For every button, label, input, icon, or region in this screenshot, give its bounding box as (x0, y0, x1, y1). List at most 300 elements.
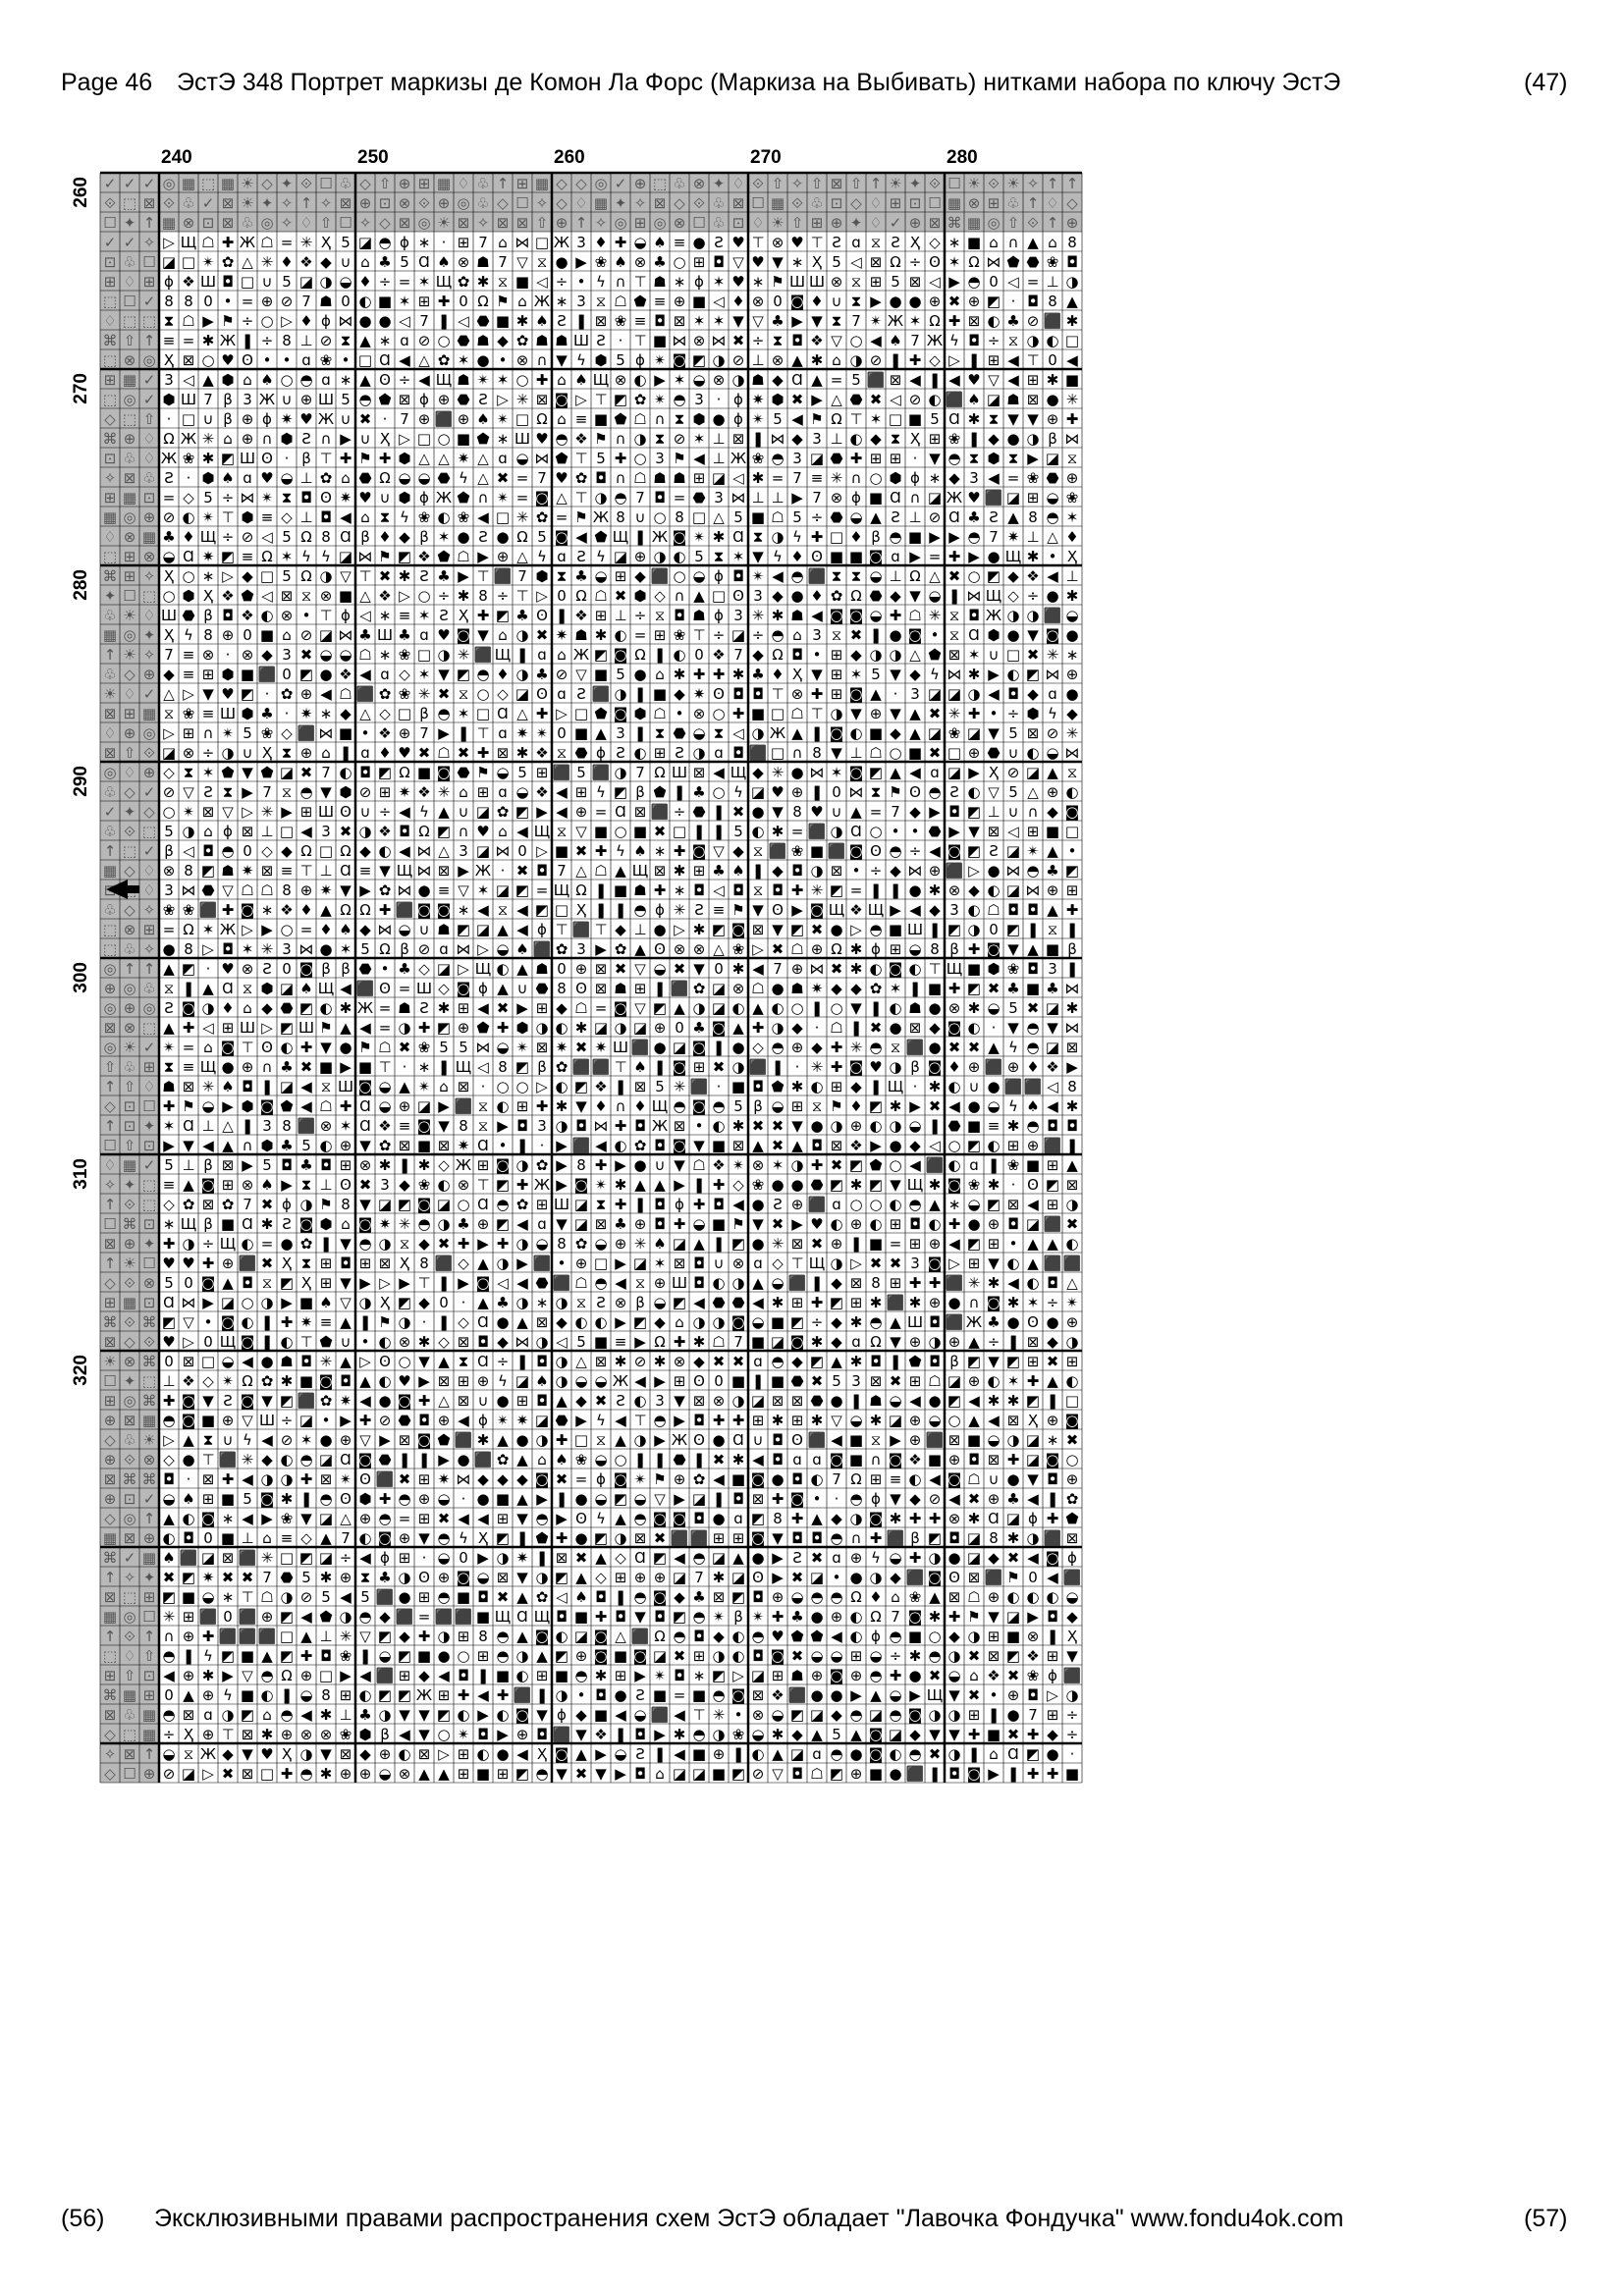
svg-text:◙: ◙ (750, 1470, 766, 1488)
svg-text:◑: ◑ (398, 1019, 411, 1037)
svg-text:❖: ❖ (1046, 1058, 1059, 1076)
svg-text:◒: ◒ (299, 1686, 313, 1704)
svg-text:◩: ◩ (377, 764, 393, 781)
svg-text:⊕: ⊕ (103, 1490, 117, 1508)
svg-text:⊞: ⊞ (103, 1667, 117, 1684)
svg-text:●: ● (1006, 626, 1020, 644)
svg-text:◐: ◐ (673, 646, 686, 664)
svg-text:◐: ◐ (830, 1215, 843, 1233)
svg-text:Ɑ: Ɑ (948, 508, 960, 526)
svg-text:▼: ▼ (575, 1097, 587, 1115)
svg-text:▶: ▶ (163, 1137, 175, 1154)
svg-text:◑: ◑ (928, 1549, 942, 1567)
svg-text:▶: ▶ (791, 901, 803, 919)
svg-text:⊕: ⊕ (280, 1726, 294, 1743)
svg-text:⊡: ⊡ (103, 253, 117, 271)
svg-text:◆: ◆ (399, 528, 410, 546)
svg-text:▶: ▶ (615, 1255, 626, 1272)
svg-text:◀: ◀ (556, 783, 568, 801)
svg-text:Ƨ: Ƨ (596, 1294, 606, 1311)
svg-text:◆: ◆ (1047, 1726, 1058, 1743)
svg-text:∩: ∩ (615, 469, 626, 487)
svg-text:△: △ (359, 587, 371, 605)
svg-text:β: β (360, 528, 370, 546)
svg-text:✱: ✱ (1006, 1392, 1020, 1410)
svg-text:◘: ◘ (242, 1274, 253, 1292)
svg-text:◆: ◆ (340, 705, 352, 722)
svg-text:◪: ◪ (691, 1490, 707, 1508)
svg-text:□: □ (829, 528, 844, 546)
svg-text:✱: ✱ (810, 1333, 824, 1351)
svg-text:⊕: ⊕ (123, 430, 136, 448)
svg-text:•: • (262, 351, 272, 369)
svg-text:▶: ▶ (575, 1412, 587, 1429)
svg-text:●: ● (1046, 391, 1059, 408)
svg-text:♧: ♧ (810, 194, 824, 212)
svg-text:✶: ✶ (457, 351, 470, 369)
svg-text:⊕: ⊕ (182, 1628, 195, 1645)
svg-text:↑: ↑ (1046, 175, 1059, 192)
svg-text:∪: ∪ (222, 1431, 234, 1449)
svg-text:✚: ✚ (201, 1255, 215, 1272)
svg-text:◙: ◙ (554, 1745, 569, 1763)
svg-text:·: · (382, 410, 388, 428)
svg-text:◘: ◘ (477, 1726, 489, 1743)
svg-text:≡: ≡ (319, 1313, 333, 1331)
svg-text:✱: ✱ (437, 999, 451, 1017)
svg-text:⬛: ⬛ (886, 1529, 905, 1547)
svg-text:✓: ✓ (614, 175, 627, 192)
svg-text:✱: ✱ (928, 881, 942, 899)
svg-text:ʘ: ʘ (379, 980, 391, 997)
svg-text:⬛: ⬛ (1043, 312, 1062, 330)
svg-text:⊞: ⊞ (830, 1078, 843, 1095)
svg-text:◑: ◑ (614, 685, 627, 703)
svg-text:◙: ◙ (1045, 626, 1060, 644)
svg-text:◆: ◆ (929, 1019, 941, 1037)
svg-text:♥: ♥ (476, 823, 490, 840)
svg-text:☐: ☐ (123, 1765, 136, 1783)
svg-text:♧: ♧ (123, 1431, 136, 1449)
svg-text:❀: ❀ (751, 450, 765, 467)
svg-text:❖: ❖ (417, 783, 431, 801)
svg-text:◪: ◪ (809, 1706, 825, 1724)
svg-text:⊞: ⊞ (496, 1510, 510, 1527)
svg-text:◆: ◆ (418, 1667, 430, 1684)
svg-text:✖: ✖ (496, 999, 510, 1017)
svg-text:◙: ◙ (397, 1392, 412, 1410)
svg-text:⧗: ⧗ (674, 410, 685, 428)
svg-text:⧖: ⧖ (870, 1431, 882, 1449)
svg-text:◘: ◘ (320, 508, 332, 526)
svg-text:◪: ◪ (475, 842, 491, 860)
svg-text:⬢: ⬢ (398, 489, 411, 507)
svg-text:⚑: ⚑ (378, 1313, 392, 1331)
svg-text:•: • (203, 1313, 213, 1331)
svg-text:❀: ❀ (1006, 1156, 1020, 1174)
svg-text:◇: ◇ (575, 175, 587, 192)
svg-text:⌂: ⌂ (243, 999, 252, 1017)
svg-text:●: ● (790, 1176, 804, 1194)
svg-text:◑: ◑ (712, 1726, 726, 1743)
svg-text:✷: ✷ (457, 450, 470, 467)
svg-text:⬣: ⬣ (692, 489, 706, 507)
svg-text:◙: ◙ (573, 1176, 589, 1194)
svg-text:△: △ (831, 391, 842, 408)
svg-text:Ƨ: Ƨ (301, 430, 311, 448)
svg-text:●: ● (398, 1588, 411, 1606)
svg-text:⊤: ⊤ (692, 626, 706, 644)
svg-text:◙: ◙ (907, 626, 923, 644)
svg-text:◪: ◪ (1045, 999, 1060, 1017)
svg-text:○: ○ (614, 823, 627, 840)
svg-text:☖: ☖ (653, 705, 667, 722)
svg-text:◆: ◆ (791, 1353, 803, 1370)
svg-text:≡: ≡ (633, 312, 647, 330)
svg-text:∩: ∩ (261, 430, 273, 448)
svg-text:◙: ◙ (181, 1412, 196, 1429)
svg-text:✖: ✖ (496, 469, 510, 487)
svg-text:⊞: ⊞ (417, 175, 431, 192)
svg-text:✚: ✚ (1006, 1451, 1020, 1468)
svg-text:♦: ♦ (947, 1058, 961, 1076)
svg-text:✱: ✱ (1006, 1529, 1020, 1547)
svg-text:◐: ◐ (987, 881, 1001, 899)
svg-text:◪: ◪ (357, 234, 373, 251)
svg-text:▶: ▶ (359, 1274, 371, 1292)
svg-text:5: 5 (792, 508, 802, 526)
svg-text:8: 8 (871, 1274, 881, 1292)
svg-text:⊥: ⊥ (633, 921, 647, 938)
svg-text:◪: ◪ (338, 548, 353, 565)
svg-text:○: ○ (260, 312, 274, 330)
svg-text:◓: ◓ (1026, 1039, 1040, 1056)
svg-text:●: ● (221, 1058, 235, 1076)
svg-text:ϟ: ϟ (243, 1431, 252, 1449)
svg-text:■: ■ (416, 764, 432, 781)
svg-text:Ш: Ш (376, 626, 394, 644)
svg-text:◪: ◪ (1045, 450, 1060, 467)
svg-text:✚: ✚ (535, 1097, 549, 1115)
svg-text:▦: ▦ (102, 1529, 118, 1547)
svg-text:·: · (500, 862, 506, 880)
svg-text:5: 5 (164, 823, 174, 840)
svg-text:▶: ▶ (968, 764, 980, 781)
svg-text:♣: ♣ (1006, 980, 1020, 997)
svg-text:✳: ✳ (241, 1451, 254, 1468)
svg-text:▲: ▲ (811, 1510, 823, 1527)
svg-text:▶: ▶ (988, 666, 1000, 683)
svg-text:✚: ✚ (614, 1117, 627, 1135)
svg-text:⬣: ⬣ (928, 823, 942, 840)
svg-text:↑: ↑ (103, 646, 117, 664)
svg-text:⋈: ⋈ (809, 764, 825, 781)
svg-text:⚑: ⚑ (358, 450, 372, 467)
svg-text:✖: ✖ (830, 1156, 843, 1174)
svg-text:☐: ☐ (142, 1608, 156, 1626)
svg-text:▷: ▷ (732, 1667, 744, 1684)
svg-text:⬛: ⬛ (493, 567, 513, 585)
svg-text:⬢: ⬢ (987, 450, 1001, 467)
svg-text:◐: ◐ (849, 1628, 863, 1645)
svg-text:◐: ◐ (849, 724, 863, 742)
svg-text:◓: ◓ (967, 273, 981, 291)
svg-text:◀: ◀ (516, 1745, 528, 1763)
svg-text:□: □ (397, 705, 412, 722)
footer-copyright: Эксклюзивными правами распространения схем ЭстЭ обладает "Лавочка Фондучка" www.fondu4ok.com (154, 2205, 1344, 2232)
svg-text:✿: ✿ (378, 685, 392, 703)
svg-text:⊕: ⊕ (339, 1569, 352, 1586)
svg-text:◩: ◩ (377, 1628, 393, 1645)
svg-text:Ƨ: Ƨ (635, 1686, 645, 1704)
svg-text:□: □ (770, 705, 785, 722)
svg-text:◆: ◆ (909, 1726, 921, 1743)
svg-text:♣: ♣ (535, 666, 549, 683)
svg-text:⊠: ⊠ (201, 1196, 215, 1213)
svg-text:❚: ❚ (319, 1235, 333, 1253)
svg-text:▲: ▲ (791, 724, 803, 742)
svg-text:⊕: ⊕ (201, 1726, 215, 1743)
svg-text:◪: ◪ (436, 960, 452, 978)
svg-text:☖: ☖ (633, 469, 647, 487)
svg-text:◀: ◀ (418, 371, 430, 389)
svg-text:ʘ: ʘ (909, 783, 921, 801)
svg-text:↑: ↑ (142, 1510, 156, 1527)
svg-text:△: △ (909, 646, 921, 664)
svg-text:⌂: ⌂ (498, 234, 508, 251)
svg-text:♠: ♠ (339, 921, 352, 938)
svg-text:◒: ◒ (594, 1451, 608, 1468)
svg-text:■: ■ (966, 234, 982, 251)
svg-text:⊥: ⊥ (319, 1628, 333, 1645)
svg-text:5: 5 (930, 410, 940, 428)
svg-text:◘: ◘ (948, 803, 960, 821)
svg-text:⊘: ⊘ (299, 626, 313, 644)
svg-text:⬣: ⬣ (947, 1117, 961, 1135)
svg-text:Ɑ: Ɑ (379, 351, 391, 369)
svg-text:✿: ✿ (378, 1137, 392, 1154)
svg-text:✱: ✱ (201, 1667, 215, 1684)
svg-text:✶: ✶ (1006, 1372, 1020, 1390)
svg-text:●: ● (437, 1647, 451, 1665)
svg-text:❚: ❚ (260, 1078, 274, 1095)
svg-text:⊠: ⊠ (398, 214, 411, 232)
svg-text:⊘: ⊘ (731, 351, 745, 369)
svg-text:◘: ◘ (536, 1353, 548, 1370)
svg-text:◐: ◐ (614, 626, 627, 644)
svg-text:✖: ✖ (771, 940, 784, 958)
svg-text:⋈: ⋈ (475, 1039, 491, 1056)
svg-text:♢: ♢ (142, 881, 156, 899)
svg-text:⬛: ⬛ (807, 1196, 827, 1213)
svg-text:8: 8 (164, 293, 174, 310)
svg-text:⋈: ⋈ (357, 548, 373, 565)
svg-text:✚: ✚ (928, 1510, 942, 1527)
svg-text:Ɑ: Ɑ (850, 823, 862, 840)
svg-text:●: ● (339, 1039, 352, 1056)
svg-text:✿: ✿ (535, 1588, 549, 1606)
svg-text:◐: ◐ (633, 371, 647, 389)
svg-text:⇧: ⇧ (123, 744, 136, 762)
svg-text:♥: ♥ (869, 1058, 883, 1076)
svg-text:❚: ❚ (653, 1058, 667, 1076)
svg-text:◙: ◙ (357, 1078, 373, 1095)
svg-text:✷: ✷ (299, 705, 313, 722)
svg-text:◓: ◓ (280, 1706, 294, 1724)
svg-text:☗: ☗ (319, 293, 333, 310)
svg-text:◀: ◀ (693, 450, 705, 467)
svg-text:◆: ◆ (948, 469, 960, 487)
svg-text:▷: ▷ (183, 685, 194, 703)
svg-text:✿: ✿ (633, 1137, 647, 1154)
svg-text:◀: ◀ (968, 1392, 980, 1410)
svg-text:Щ: Щ (1004, 548, 1022, 565)
svg-text:5: 5 (832, 253, 841, 271)
svg-text:✖: ✖ (967, 1039, 981, 1056)
svg-text:⬟: ⬟ (928, 646, 942, 664)
svg-text:⊕: ⊕ (417, 410, 431, 428)
svg-text:☖: ☖ (260, 1588, 274, 1606)
svg-text:✶: ✶ (869, 410, 883, 428)
svg-text:✚: ✚ (771, 1490, 784, 1508)
svg-text:△: △ (516, 705, 528, 722)
svg-text:✚: ✚ (810, 1294, 824, 1311)
svg-text:✱: ✱ (849, 1353, 863, 1370)
svg-text:❚: ❚ (849, 1019, 863, 1037)
svg-text:✱: ✱ (692, 921, 706, 938)
svg-text:⊞: ⊞ (889, 450, 902, 467)
svg-text:⊞: ⊞ (339, 1156, 352, 1174)
svg-text:❀: ❀ (182, 705, 195, 722)
svg-text:△: △ (556, 489, 568, 507)
svg-text:⊤: ⊤ (319, 450, 333, 467)
svg-text:5: 5 (851, 371, 861, 389)
svg-text:◑: ◑ (299, 1745, 313, 1763)
svg-text:∗: ∗ (319, 705, 333, 722)
svg-text:■: ■ (1045, 823, 1060, 840)
svg-text:ʘ: ʘ (693, 1431, 705, 1449)
svg-text:⊗: ⊗ (299, 1726, 313, 1743)
svg-text:Ҳ: Ҳ (477, 1529, 489, 1547)
svg-text:=: = (162, 921, 176, 938)
svg-text:❚: ❚ (653, 646, 667, 664)
svg-text:◘: ◘ (300, 489, 312, 507)
svg-text:♠: ♠ (515, 940, 529, 958)
svg-text:◒: ◒ (594, 567, 608, 585)
svg-text:÷: ÷ (260, 332, 274, 349)
svg-text:❚: ❚ (535, 1549, 549, 1567)
svg-text:✦: ✦ (260, 194, 274, 212)
svg-text:◩: ◩ (161, 1588, 177, 1606)
svg-text:⊠: ⊠ (378, 1255, 392, 1272)
svg-text:◑: ◑ (535, 1431, 549, 1449)
svg-text:ϟ: ϟ (773, 548, 783, 565)
svg-text:◑: ◑ (221, 744, 235, 762)
svg-text:◇: ◇ (281, 724, 293, 742)
svg-text:●: ● (751, 1196, 765, 1213)
svg-text:∩: ∩ (615, 430, 626, 448)
svg-text:▦: ▦ (122, 1294, 137, 1311)
svg-text:ɑ: ɑ (851, 1333, 861, 1351)
svg-text:ɑ: ɑ (360, 744, 370, 762)
svg-text:▷: ▷ (399, 430, 410, 448)
svg-text:●: ● (790, 764, 804, 781)
svg-text:⊘: ⊘ (162, 508, 176, 526)
svg-text:≡: ≡ (712, 901, 726, 919)
svg-text:●: ● (1006, 430, 1020, 448)
svg-text:✿: ✿ (496, 1451, 510, 1468)
svg-text:◀: ◀ (300, 1608, 312, 1626)
svg-text:Ƨ: Ƨ (891, 508, 900, 526)
svg-text:♣: ♣ (1046, 862, 1059, 880)
svg-text:◪: ◪ (1045, 1039, 1060, 1056)
svg-text:◎: ◎ (103, 999, 117, 1017)
svg-text:■: ■ (868, 1235, 884, 1253)
svg-text:◐: ◐ (908, 960, 922, 978)
page-label: Page 46 (61, 69, 153, 96)
svg-text:●: ● (319, 666, 333, 683)
svg-text:Ω: Ω (870, 1608, 882, 1626)
svg-text:▲: ▲ (929, 1196, 941, 1213)
svg-text:⊗: ⊗ (712, 371, 726, 389)
svg-text:⊕: ⊕ (1046, 881, 1059, 899)
svg-text:◩: ◩ (220, 548, 236, 565)
svg-text:Ɑ: Ɑ (634, 1549, 646, 1567)
svg-text:✚: ✚ (378, 450, 392, 467)
svg-text:♢: ♢ (123, 273, 136, 291)
svg-text:⬛: ⬛ (571, 1137, 591, 1154)
svg-text:Щ: Щ (435, 273, 453, 291)
svg-text:●: ● (378, 1392, 392, 1410)
svg-text:◀: ◀ (713, 1470, 725, 1488)
svg-text:❚: ❚ (692, 1451, 706, 1468)
svg-text:◐: ◐ (947, 1156, 961, 1174)
svg-text:⬣: ⬣ (358, 960, 372, 978)
svg-text:❀: ❀ (1026, 1667, 1040, 1684)
svg-text:◑: ◑ (731, 1274, 745, 1292)
svg-text:5: 5 (203, 489, 213, 507)
svg-text:◒: ◒ (535, 1235, 549, 1253)
svg-text:◩: ◩ (652, 999, 668, 1017)
svg-text:❚: ❚ (614, 1726, 627, 1743)
svg-text:◩: ◩ (730, 1765, 746, 1783)
svg-text:☐: ☐ (142, 253, 156, 271)
svg-text:5: 5 (576, 764, 586, 781)
svg-text:⧖: ⧖ (831, 626, 842, 644)
svg-text:◐: ◐ (1046, 1588, 1059, 1606)
svg-text:⊘: ⊘ (908, 391, 922, 408)
svg-text:⧗: ⧗ (850, 293, 862, 310)
svg-text:⊤: ⊤ (633, 332, 647, 349)
svg-text:❚: ❚ (260, 1333, 274, 1351)
svg-text:✷: ✷ (515, 1549, 529, 1567)
svg-text:▼: ▼ (890, 1333, 901, 1351)
svg-text:▶: ▶ (222, 1097, 234, 1115)
svg-text:⧖: ⧖ (281, 783, 293, 801)
svg-text:⋈: ⋈ (1045, 666, 1060, 683)
svg-text:♧: ♧ (712, 194, 726, 212)
svg-text:✶: ✶ (476, 881, 490, 899)
svg-text:♠: ♠ (633, 842, 647, 860)
svg-text:◎: ◎ (987, 214, 1001, 232)
svg-text:⬛: ⬛ (925, 1156, 945, 1174)
svg-text:7: 7 (341, 1529, 351, 1547)
svg-text:Ɑ: Ɑ (477, 1196, 489, 1213)
svg-text:☐: ☐ (142, 1255, 156, 1272)
svg-text:Ɑ: Ɑ (615, 803, 626, 821)
svg-text:♣: ♣ (496, 1294, 510, 1311)
svg-text:◘: ◘ (340, 1372, 352, 1390)
